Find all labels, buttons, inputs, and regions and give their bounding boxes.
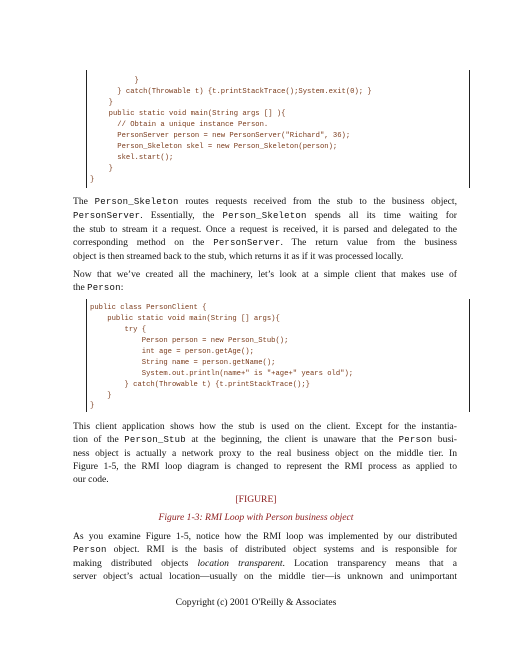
code-line: public static void main(String args [] ){ xyxy=(100,110,286,118)
text-line: This client application shows how the stub is used on the client. Except for the instantia- xyxy=(73,421,457,432)
code-block-right-rule xyxy=(469,70,470,188)
text-line: the Person: xyxy=(73,282,124,293)
code-block-left-rule xyxy=(86,299,87,412)
paragraph-rmi-loop xyxy=(73,530,457,583)
code-line: int age = person.getAge(); xyxy=(90,348,254,356)
text-line: Now that we’ve created all the machinery, let’s look at a simple client that makes use of xyxy=(73,269,457,280)
text-line: the stub to stream it a request. Once a request is received, it is parsed and delegated to the xyxy=(73,224,457,235)
code-line: } catch(Throwable t) {t.printStackTrace();} xyxy=(90,381,310,389)
text-line: Figure 1-5, the RMI loop diagram is changed to represent the RMI process as applied to xyxy=(73,461,457,472)
code-line: skel.start(); xyxy=(100,154,174,162)
code-line: } xyxy=(100,99,113,107)
code-line: try { xyxy=(90,326,147,334)
text-line: tion of the Person_Stub at the beginning, the client is unaware that the Person busi- xyxy=(73,434,457,445)
code-line: Person person = new Person_Stub(); xyxy=(90,337,289,345)
code-line: } xyxy=(90,392,112,400)
text-line: The Person_Skeleton routes requests received from the stub to the business object, xyxy=(73,196,457,207)
code-line: Person_Skeleton skel = new Person_Skeleton(person); xyxy=(100,143,338,151)
code-line: System.out.println(name+" is "+age+" years old"); xyxy=(90,370,354,378)
paragraph-skeleton xyxy=(73,195,457,263)
code-line: // Obtain a unique instance Person. xyxy=(100,121,269,129)
text-line: As you examine Figure 1-5, notice how the RMI loop was implemented by our distributed xyxy=(73,531,457,542)
paragraph-client-explanation xyxy=(73,420,457,486)
code-block-left-rule xyxy=(86,70,87,188)
paragraph-client-intro xyxy=(73,268,457,295)
code-line: public class PersonClient { xyxy=(90,304,207,312)
figure-caption: Figure 1-3: RMI Loop with Person business object xyxy=(158,512,354,523)
code-line: } catch(Throwable t) {t.printStackTrace();System.exit(0); } xyxy=(100,88,372,96)
page-footer-copyright: Copyright (c) 2001 O'Reilly & Associates xyxy=(175,597,337,608)
text-line: corresponding method on the PersonServer. The return value from the business xyxy=(73,237,457,248)
text-line: Person object. RMI is the basis of distributed object systems and is responsible for xyxy=(73,544,457,555)
text-line: ness object is actually a network proxy to the real business object on the middle tier. In xyxy=(73,448,457,459)
text-line: PersonServer. Essentially, the Person_Skeleton spends all its time waiting for xyxy=(73,210,457,221)
code-block-right-rule xyxy=(469,299,470,412)
code-block-person-client xyxy=(86,299,456,412)
code-block-server-main xyxy=(86,70,456,188)
code-line: } xyxy=(90,402,95,410)
code-line: } xyxy=(100,77,139,85)
code-line: PersonServer person = new PersonServer("Richard", 36); xyxy=(100,132,351,140)
text-line: our code. xyxy=(73,474,109,485)
text-line: making distributed objects location transparent. Location transparency means that a xyxy=(73,558,457,569)
figure-placeholder: [FIGURE] xyxy=(235,494,277,505)
text-line: object is then streamed back to the stub, which returns it as if it was processed locally. xyxy=(73,251,404,262)
text-line: server object’s actual location—usually on the middle tier—is unknown and unimportant xyxy=(73,571,457,582)
code-line: } xyxy=(100,165,113,173)
code-line: String name = person.getName(); xyxy=(90,359,276,367)
code-line: public static void main(String [] args){ xyxy=(90,315,280,323)
code-line: } xyxy=(90,176,95,184)
